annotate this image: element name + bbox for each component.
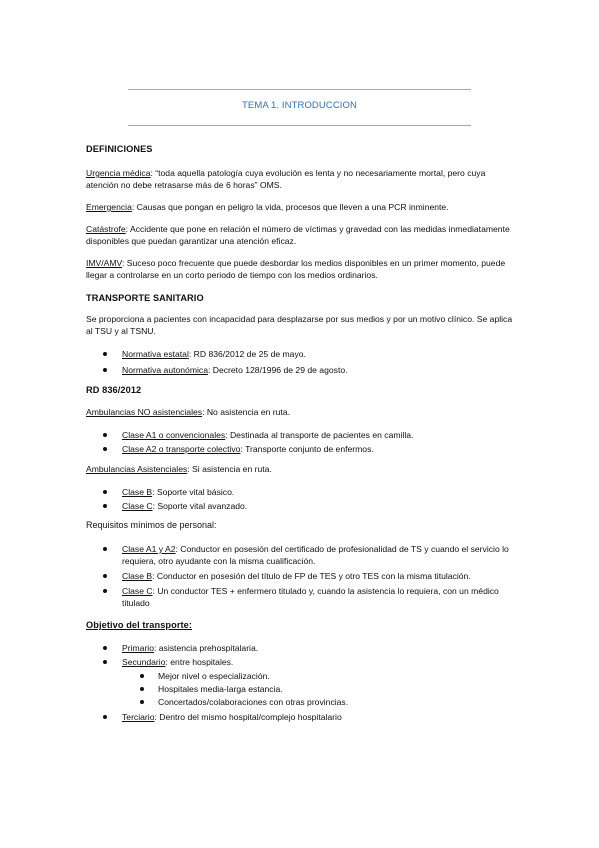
transporte-intro: Se proporciona a pacientes con incapacidad para desplazarse por sus medios y por un motivo clínico. Se aplica al TSU y al TSNU. — [86, 314, 513, 336]
definition-text: : Causas que pongan en peligro la vida, procesos que lleven a una PCR inminente. — [131, 202, 449, 212]
bullet-icon — [103, 352, 107, 356]
requisito-text: : Conductor en posesión del certificado de profesionalidad de TS y cuando el servicio lo requiera, otro ayudante con la misma cualificación. — [122, 544, 509, 566]
requisitos-heading: Requisitos mínimos de personal: — [86, 520, 217, 530]
list-item — [122, 364, 522, 376]
subitem-text: Concertados/colaboraciones con otras provincias. — [158, 697, 349, 707]
document-title: TEMA 1. INTRODUCCION — [242, 100, 357, 111]
list-item — [158, 683, 518, 695]
objetivo-text: : asistencia prehospitalaria. — [154, 643, 259, 653]
normativa-term: Normativa autonómica — [122, 365, 208, 375]
terciario-list — [122, 711, 522, 723]
list-item — [122, 543, 522, 567]
no-asistenciales-list — [122, 429, 522, 455]
objetivo-term: Primario — [122, 643, 154, 653]
objetivo-term: Terciario — [122, 712, 155, 722]
objetivo-text: : Dentro del mismo hospital/complejo hospitalario — [154, 712, 342, 722]
definition-term: Urgencia médica — [86, 168, 151, 178]
ambulancias-term: Ambulancias Asistenciales — [86, 464, 188, 474]
normativa-text: : RD 836/2012 de 25 de mayo. — [188, 349, 306, 359]
definition-text: : “toda aquella patología cuya evolución es lenta y no necesariamente mortal, pero cuya atención no debe retrasarse más de 6 horas” OMS. — [86, 168, 486, 190]
bullet-icon — [103, 660, 107, 664]
definition-text: : Accidente que pone en relación el número de víctimas y gravedad con las medidas inmediatamente disponibles que puedan garantizar una atención eficaz. — [86, 224, 510, 246]
ambulancias-asistenciales — [86, 463, 516, 475]
requisitos-list — [122, 543, 522, 609]
bullet-icon — [103, 646, 107, 650]
bullet-icon — [103, 490, 107, 494]
list-item — [122, 443, 522, 455]
definition-emergencia — [86, 201, 516, 213]
definition-urgencia — [86, 167, 516, 191]
bullet-icon — [140, 674, 144, 678]
clase-term: Clase A1 o convencionales — [122, 430, 226, 440]
list-item — [122, 570, 522, 582]
list-item — [122, 585, 522, 609]
transporte-heading: TRANSPORTE SANITARIO — [86, 293, 204, 303]
list-item — [122, 348, 522, 360]
requisito-text: : Conductor en posesión del título de FP de TES y otro TES con la misma titulación. — [152, 571, 471, 581]
objetivo-term: Secundario — [122, 657, 166, 667]
ambulancias-no-asistenciales — [86, 406, 516, 418]
asistenciales-list — [122, 486, 522, 512]
definiciones-heading: DEFINICIONES — [86, 144, 153, 154]
normativa-term: Normativa estatal — [122, 349, 189, 359]
ambulancias-text: : Si asistencia en ruta. — [187, 464, 272, 474]
ambulancias-text: : No asistencia en ruta. — [202, 407, 290, 417]
clase-text: : Transporte conjunto de enfermos. — [240, 444, 374, 454]
secundario-sublist — [158, 670, 518, 708]
definition-text: : Suceso poco frecuente que puede desbordar los medios disponibles en un primer momento, puede llegar a controlarse en un corto periodo de tiempo con los medios ordinarios. — [86, 258, 506, 280]
title-bottom-rule — [128, 125, 471, 126]
bullet-icon — [103, 589, 107, 593]
bullet-icon — [103, 715, 107, 719]
clase-text: : Soporte vital básico. — [152, 487, 235, 497]
objetivo-text: : entre hospitales. — [165, 657, 234, 667]
definition-term: Emergencia — [86, 202, 132, 212]
definition-catastrofe — [86, 223, 516, 247]
bullet-icon — [140, 687, 144, 691]
bullet-icon — [103, 574, 107, 578]
ambulancias-term: Ambulancias NO asistenciales — [86, 407, 203, 417]
normativa-list — [122, 348, 522, 376]
clase-text: : Soporte vital avanzado. — [152, 501, 248, 511]
list-item — [158, 696, 518, 708]
requisito-term: Clase C — [122, 586, 153, 596]
bullet-icon — [103, 433, 107, 437]
normativa-text: : Decreto 128/1996 de 29 de agosto. — [207, 365, 348, 375]
rd-heading: RD 836/2012 — [86, 385, 142, 395]
clase-term: Clase C — [122, 501, 153, 511]
clase-term: Clase B — [122, 487, 153, 497]
list-item — [122, 642, 522, 654]
list-item — [122, 711, 522, 723]
list-item — [158, 670, 518, 682]
definition-term: IMV/AMV — [86, 258, 122, 268]
list-item — [122, 429, 522, 441]
bullet-icon — [140, 700, 144, 704]
objetivo-heading: Objetivo del transporte: — [86, 620, 193, 630]
title-top-rule — [128, 89, 471, 90]
definition-term: Catástrofe — [86, 224, 126, 234]
list-item — [122, 656, 522, 668]
requisito-term: Clase A1 y A2 — [122, 544, 176, 554]
subitem-text: Mejor nivel o especialización. — [158, 671, 270, 681]
clase-term: Clase A2 o transporte colectivo — [122, 444, 241, 454]
bullet-icon — [103, 368, 107, 372]
definition-imv — [86, 257, 516, 281]
bullet-icon — [103, 547, 107, 551]
list-item — [122, 500, 522, 512]
bullet-icon — [103, 447, 107, 451]
clase-text: : Destinada al transporte de pacientes en camilla. — [225, 430, 414, 440]
objetivo-list — [122, 642, 522, 668]
requisito-term: Clase B — [122, 571, 153, 581]
requisito-text: : Un conductor TES + enfermero titulado y, cuando la asistencia lo requiera, con un médico titulado — [122, 586, 499, 608]
bullet-icon — [103, 504, 107, 508]
list-item — [122, 486, 522, 498]
subitem-text: Hospitales media-larga estancia. — [158, 684, 283, 694]
